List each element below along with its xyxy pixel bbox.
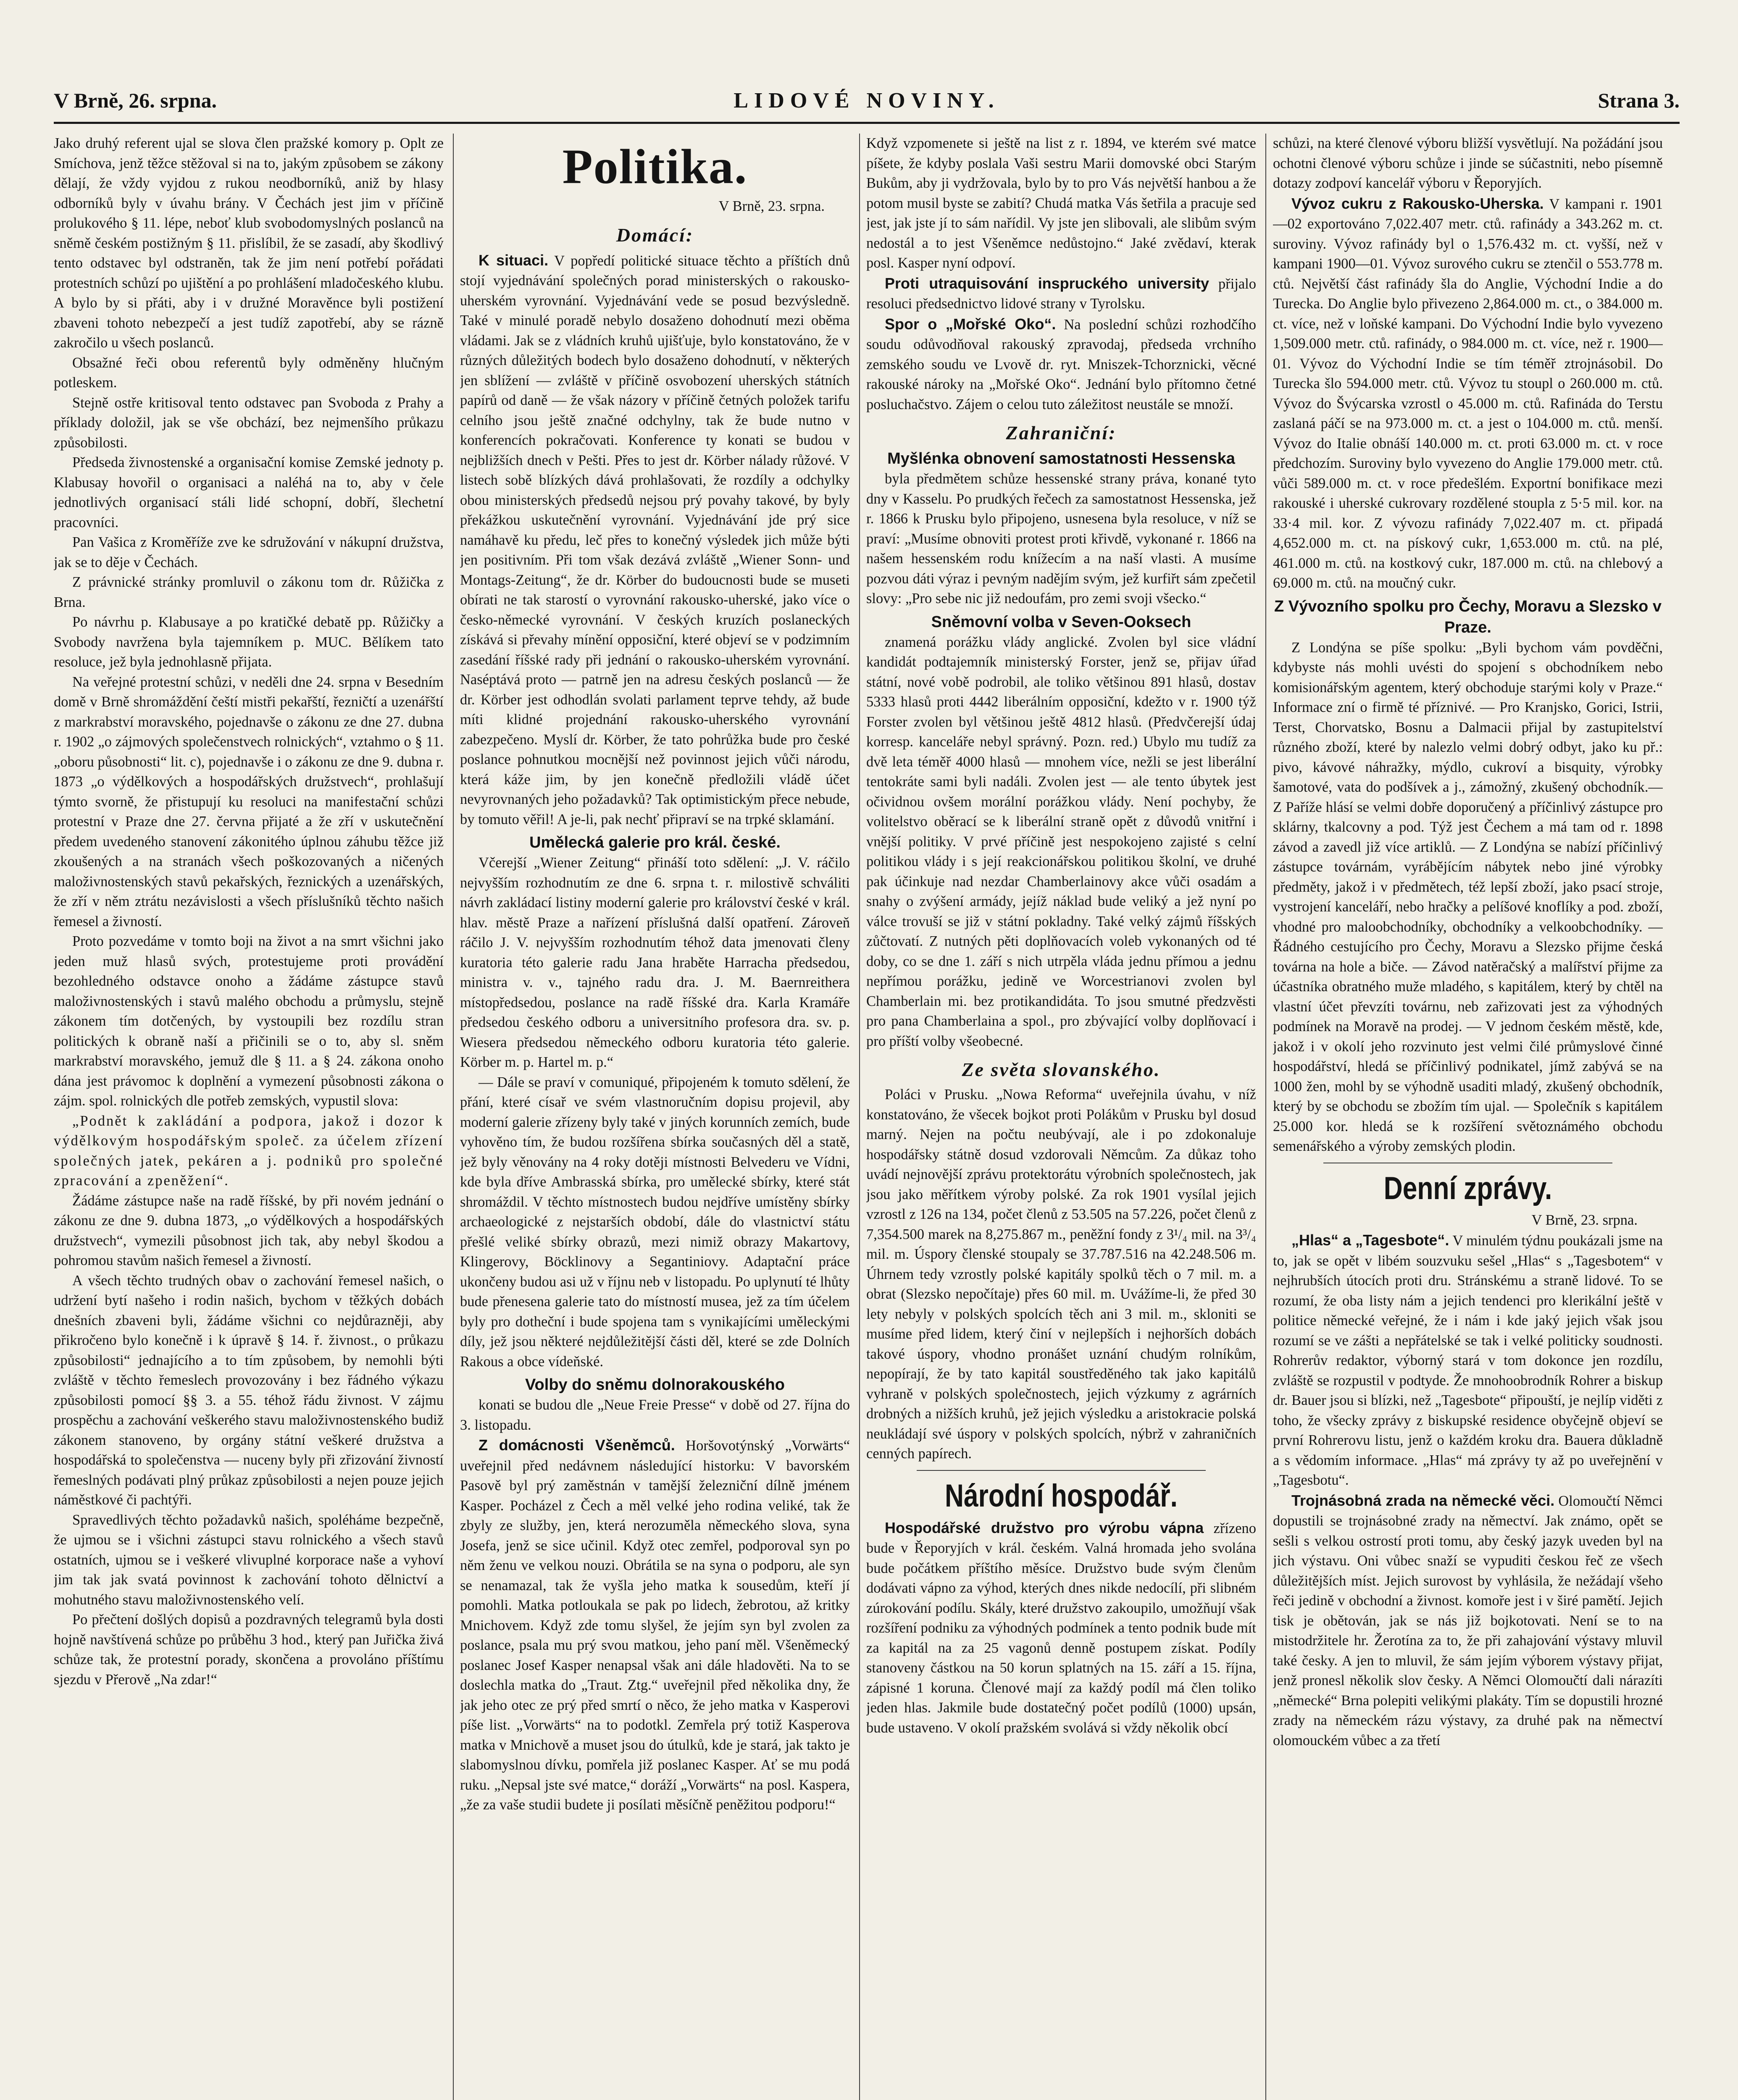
article-paragraph: Včerejší „Wiener Zeitung“ přináší toto sdělení: „J. V. ráčilo nejvyšším rozhodnutím ze dne 6. srpna t. r. milostivě schváliti návrh zakládací listiny moderní galerie pro království české v král. hlav. městě Praze a nařízení příslušná další opatření. Zároveň ráčilo J. V. nejvyšším rozhodnutím téhož data jmenovati členy kuratoria této galerie radu Jana hraběte Harracha předsedou, ministra v. v., tajného radu dra. J. M. Baernreithera místopředsedou, poslance na radě říšské dra. Karla Kramáře předsedou českého odboru a universitního profesora dra. sv. p. Wiesera předsedou německého odboru kuratoria této galerie. Körber m. p. Hartel m. p.“ (460, 855, 850, 1070)
article-body: přijalo resoluci předsednictvo lidové strany v Tyrolsku. (866, 276, 1256, 312)
article-paragraph: Z právnické stránky promluvil o zákonu tom dr. Růžička z Brna. (54, 574, 444, 610)
article-headline: „Hlas“ a „Tagesbote“. (1291, 1231, 1449, 1249)
article-paragraph: Proto pozvedáme v tomto boji na život a na smrt všichni jako jeden muž hlasů svých, protestujeme proti provádění bezohledného odstavce onoho a žádáme zástupce stavů maloživnostenských i stavů malého obchodu a průmyslu, stejně zákonem tím dotčených, by vystoupili bez rozdílu stran politických k obraně naší a přičinili se o to, aby sl. sněm markrabství moravského, jemuž dle § 11. a § 24. zákona onoho dána jest právomoc k doplnění a vymezení působnosti zákona o zájm. spol. rolnických dle potřeb zemských, vypustil slova: (54, 933, 444, 1109)
article-paragraph: Předseda živnostenské a organisační komise Zemské jednoty p. Klabusay hovořil o organisaci a naléhá na to, aby v čele jednotlivých organisací stáli lidé schopní, dobří, šlechetní pracovníci. (54, 454, 444, 530)
article-paragraph: „Podnět k zakládání a podpora, jakož i dozor k výdělkovým hospodářským společ. za účelem zřízení společných jatek, pekáren a j. podniků pro společné zpracování a zpeněžení“. (54, 1113, 444, 1189)
article-paragraph: konati se budou dle „Neue Freie Presse“ v době od 27. října do 3. listopadu. (460, 1397, 850, 1433)
article-paragraph: byla předmětem schůze hessenské strany práva, konané tyto dny v Kasselu. Po prudkých řečech za samostatnost Hessenska, jež r. 1866 k Prusku bylo připojeno, usnesena byla resoluce, v níž se praví: „Musíme obnoviti protest proti křivdě, vykonané r. 1866 na našem hessenském rodu knížecím a na naší vlasti. A musíme pozvou dáti výraz i pevným nadějím svým, jež kurfiřt sám zpečetil slovy: „Pro sebe nic již nedoufám, pro zemi svoji všecko.“ (866, 471, 1256, 606)
page-number: Strana 3. (1598, 89, 1680, 112)
column-3 (866, 134, 1256, 2100)
subsection-title-domaci: Domácí: (616, 224, 694, 246)
article-body: V kampani r. 1901—02 exportováno 7,022.407 metr. ctů. rafinády a 343.262 m. ct. suroviny. Vývoz rafinády byl o 1,576.432 m. ct. vyšší, než v kampani 1900—01. Vývoz surového cukru se ztenčil o 553.778 m. ctů. Největší část rafinády šla do Anglie, Východní Indie a do Turecka. Do Anglie bylo přivezeno 2,864.000 m. ct., o 384.000 m. ct. více, než v loňské kampani. Do Východní Indie bylo vyvezeno 1,509.000 metr. ctů. rafinády, o 984.000 m. ct. více, než r. 1900—01. Vývoz do Východní Indie se tím téměř ztrojnásobil. Do Turecka šlo 594.000 metr. ctů. Vývoz tu stoupl o 260.000 m. ctů. Vývoz do Švýcarska vzrostl o 45.000 m. ctů. Rafináda do Terstu zaslaná páčí se na 973.000 m. ct. a jest o 104.000 m. ctů. menší. Vývoz do Italie obnáší 140.000 m. ct. proti 63.000 m. ct. v roce předchozím. Suroviny bylo vyvezeno do Anglie 179.000 metr. ctů. vůči 589.000 m. ct. v roce předešlém. Exportní bonifikace mezi rakouské i uherské cukrovary rozdělené stoupla z 5·5 mil. kor. na 33·4 mil. kor. Z vývozu rafinády 7,022.407 m. ct. připadá 4,652.000 m. ct. na pískový cukr, 1,653.000 m. ctů. na plé, 461.000 m. ctů. na kostkový cukr, 187.000 m. ctů. na chlebový a 69.000 m. ctů. na moučný cukr. (1273, 196, 1663, 591)
article-paragraph: Stejně ostře kritisoval tento odstavec pan Svoboda z Prahy a příklady doložil, jak se vše obchází, bez nejmenšího průkazu způsobilosti. (54, 394, 444, 451)
article-paragraph: znamená porážku vlády anglické. Zvolen byl sice vládní kandidát podtajemník ministerský Forster, jenž se, přijav úřad státní, nové vobě podrobil, ale toliko většinou 891 hlasů, dostav 5333 hlasů proti 4442 liberálním opposiční, kdežto v r. 1900 týž Forster zvolen byl většinou ještě 4812 hlasů. (Předvčerejší údaj korresp. kanceláře nebyl správný. Pozn. red.) Ubylo mu tudíž za dvě leta téměř 4000 hlasů — mnohem více, nežli se jest liberální tentokráte sami byli nadáli. Zvolen jest — ale tento úbytek jest očividnou ovšem morální porážkou vlády. Není pochyby, že volitelstvo oběrací se k liberální straně opět z důvodů vnitřní i vnější politiky. V prvé příčině jest nespokojeno zajisté s celní politikou vlády i s její reakcionářskou politikou školní, ve druhé pak účinkuje nad nezdar Chamberlainovy akce vůči osadám a snahy o zvýšení armády, jejíž náklad bude veliký a jež nyní po válce trovuší se již v státní pokladny. Také velký zájmů říšských zůčtovatí. Z nutných pěti doplňovacích voleb vykonaných od té doby, co se dne 1. září s nich utrpěla vláda jednu přímou a jednu nepřímou porážku, jedině ve Worcestrianovi zvolen byl Chamberlain mi. bez protikandidáta. To jsou smutné předzvěsti pro pana Chamberlaina a spol., pro zbývající volby doplňovací i pro příští volby všeobecné. (866, 634, 1256, 1049)
article-paragraph: Z Londýna se píše spolku: „Byli bychom vám povděčni, kdybyste nás mohli uvésti do spojení s obchodníkem nebo komisionářským agentem, který obchoduje starými koly v Praze.“ Informace zní o firmě té příznivé. — Pro Kranjsko, Gorici, Istrii, Terst, Chorvatsko, Bosnu a Dalmacii přijal by zastupitelství různého zboží, které by nalezlo velmi dobrý odbyt, jako ku př.: pivo, kávové náhražky, mýdlo, cukroví a bisquity, výrobky šamotové, vata do podšívek a j., zámožný, zkušený obchodník.— Z Paříže hlásí se velmi dobře doporučený a příčinlivý zástupce pro sklárny, tkalcovny a pod. Týž jest Čechem a má tam od r. 1898 závod a zavedl již více artiklů. — Z Londýna se nabízí příčinlivý zástupce továrnám, vyrábějícím nábytek nebo jiné výrobky předměty, jakož i v předmětech, též lepší zboží, jako psací stroje, vystrojení kanceláří, nebo hračky a pelíšové knoflíky a pod. zboží, vhodné pro maloobchodníky, obchodníky a velkoobchodníky. — Řádného cestujícího pro Čechy, Moravu a Slezsko přijme česká továrna na hole a biče. — Závod natěračský a malířství přijme za účastníka obratného muže mladého, s kapitálem, který by chtěl na vlastní účet převzíti továrnu, neb zařizovati jest za výhodných podmínek na Moravě na prodej. — V jednom českém městě, kde, jakož i v okolí jeho rozvinuto jest velmi čilé průmyslové činné hospodářství, hledá se příčinlivý podnikatel, jímž zabývá se na 1000 žen, mohl by se výhodně usaditi mladý, zkušený obchodník, který by se obchodu se zbožím tím ujal. — Společník s kapitálem 25.000 kor. hledá se k rozšíření světoznámého obchodu semenářského a výroby zemských plodin. (1273, 639, 1663, 1154)
subsection-title-slovanske: Ze světa slovanského. (962, 1059, 1161, 1080)
section-title-politika: Politika. (562, 139, 748, 194)
page-header (54, 88, 1680, 118)
subsection-title-zahranicni: Zahraniční: (1006, 422, 1117, 444)
dateline: V Brně, 23. srpna. (1531, 1212, 1638, 1228)
article-headline: Proti utraquisování inspruckého university (885, 274, 1210, 292)
column-divider (1265, 134, 1266, 2100)
article-paragraph: schůzi, na které členové výboru bližší vysvětlují. Na požádání jsou ochotni členové výboru schůze i jinde se súčastniti, nebo písemně dotazy zodpoví kancelář výboru v Řeporyjích. (1273, 135, 1663, 191)
column-4 (1273, 134, 1663, 2100)
article-headline: Z domácnosti Všeněmců. (479, 1436, 675, 1454)
section-title-narodni-hospodar: Národní hospodář. (945, 1478, 1178, 1514)
article-headline: Volby do sněmu dolnorakouského (525, 1376, 785, 1394)
article-headline: K situaci. (479, 251, 549, 269)
article-paragraph: Obsažné řeči obou referentů byly odměněny hlučným potleskem. (54, 354, 444, 391)
article-paragraph: Když vzpomenete si ještě na list z r. 1894, ve kterém své matce píšete, že kdyby poslala Vaši sestru Marii domovské obci Starým Bukům, aby ji vydržovala, bylo by to pro Vás největší hanbou a že potom musil byste se zabití? Chudá matka Vás šetřila a pracuje sed jest, jak jste jí to sám nařídil. Vy jste jen slibovali, ale slibům svým nedostál a to jest Všeněmce nedůstojno.“ Jaké zvědaví, kterak posl. Kasper nyní odpoví. (866, 135, 1256, 271)
column-divider (859, 134, 860, 2100)
column-2 (460, 134, 850, 2100)
article-paragraph: A všech těchto trudných obav o zachování řemesel našich, o udržení bytí našeho i rodin našich, bychom v těžkých dobách dnešních zbaveni byli, žádáme všichni co nejdůrazněji, aby přikročeno bylo konečně i k úpravě § 14. ř. živnost., o průkazu způsobilosti“ jednajícího a to tím způsobem, by nemohli býti zvláště v těchto řemeslech provozovány i bez řádného výkazu způsobilosti pomocí §§ 3. a 55. téhož řádu živnost. V zájmu prospěchu a zachování veškerého stavu maloživnostenského budiž zákonem stanoveno, by orgány státní veškeré družstva a hospodářská to společenstva — nuceny byly při zřizování živností řemeslných podávati plný průkaz způsobilosti a nejen pouze jejich náměstkové či pachtýři. (54, 1272, 444, 1508)
article-paragraph: Žádáme zástupce naše na radě říšské, by při novém jednání o zákonu ze dne 9. dubna 1873, „o výdělkových a hospodářských družstvech“, vymezili působnost jich tak, aby nebyl škodou a pohromou stavům našich řemesel a živností. (54, 1192, 444, 1268)
newspaper-masthead: LIDOVÉ NOVINY. (734, 89, 1000, 113)
article-body: zřízeno bude v Řeporyjích v král. českém. Valná hromada jeho svolána bude počátkem příštího měsíce. Družstvo bude svým členům dodávati vápno za výhod, kterých dnes nikde nedocílí, při slibném zúrokování podílu. Skály, které družstvo zakoupilo, umožňují však rozšíření podniku za výhodných podmínek a tento podnik bude mít za kapitál na za 25 vagonů denně postupem získat. Podíly stanoveny částkou na 50 korun splatných na 15. září a 15. října, zápisné 1 koruna. Členové mají za každý podíl má člen toliko jeden hlas. Jakmile bude dostatečný počet podílů (1000) upsán, bude ustaveno. V okolí pražském svolává si vždy několik obcí (866, 1520, 1256, 1736)
article-headline: Hospodářské družstvo pro výrobu vápna (885, 1519, 1204, 1536)
article-paragraph: Po návrhu p. Klabusaye a po kratičké debatě pp. Růžičky a Svobody navržena byla tajemníkem p. MUC. Bělíkem tato resoluce, jež byla jednohlasně přijata. (54, 614, 444, 670)
article-paragraph: Pan Vašica z Kroměříže zve ke sdružování v nákupní družstva, jak se to děje v Čechách. (54, 534, 444, 570)
header-dateline: V Brně, 26. srpna. (54, 89, 217, 112)
article-body: Olomoučtí Němci dopustili se trojnásobné zrady na němectví. Jak známo, opět se sešli s velkou ostrostí proti tomu, aby český jazyk uveden byl na jich výstavu. Oni vůbec snaží se vypuditi českou řeč ze všech důležitějších míst. Jejich surovost by vyhlásila, že nežádají všeho řeči jedině v obchodní a živnost. komoře jest i v širé pamětí. Jejich tisk je obětován, jak se nás již bojkotovati. Není se to na mistodržitele hr. Žerotína za to, že při zahajování výstavy mluvil také česky. A jen to mluvil, že sám jejím výborem výstavy přijat, jenž pronesl několik slov česky. A Němci Olomoučtí dali nárazíti „německé“ Brna polepiti velikými plakáty. Tím se dopustili hrozné zrady na německém rázu výstavy, za druhé pak na němectví olomouckém vůbec a za třetí (1273, 1493, 1663, 1748)
article-body: Na poslední schůzi rozhodčího soudu odůvodňoval rakouský zpravodaj, předseda vrchního zemského soudu ve Lvově dr. ryt. Mniszek-Tchorznicki, věcné rakouské nároky na „Mořské Oko“. Jednání bylo přítomno četné posluchačstvo. Zájem o celou tuto záležitost neustále se množí. (866, 316, 1256, 412)
article-paragraph: Po přečtení došlých dopisů a pozdravných telegramů byla dosti hojně navštívená schůze po průběhu 3 hod., který pan Juřička živá schůze tak, že protestní porady, skončena a provoláno příštímu sjezdu v Přerově „Na zdar!“ (54, 1612, 444, 1688)
article-paragraph: Na veřejné protestní schůzi, v neděli dne 24. srpna v Besedním domě v Brně shromáždění čeští mistři pekařští, řezničtí a uzenářští z markrabství moravského, pojednavše o zákonu ze dne 27. dubna r. 1902 „o zájmových společenstvech rolnických“, vztahmo o § 11. „oboru působnosti“ lit. c), pojednavše i o zákonu ze dne 9. dubna r. 1873 „o výdělkových a hospodářských družstvech“, prohlašují týmto svorně, že přistupují ku resoluci na manifestační schůzi protestní v Praze dne 27. června přijaté a že zří v uskutečnění předem uvedeného stanovení zákonitého úplnou záhubu těžce již zkoušených a na stranách všech poškozovaných a ničených maloživnostenských stavů pekařských, řeznických a uzenářských, že zří v něm ztrátu nezávislosti a všech příslušníků těchto našich řemesel a živností. (54, 674, 444, 929)
article-headline: Z Vývozního spolku pro Čechy, Moravu a Slezsko v Praze. (1274, 597, 1662, 636)
article-paragraph: Poláci v Prusku. „Nowa Reforma“ uveřejnila úvahu, v níž konstatováno, že všecek bojkot proti Polákům v Prusku byl dosud marný. Nejen na počtu neubývají, ale i po zdokonaluje hospodářsky státně dosud vzdorovali Němcům. Za důkaz toho uvádí nejnovější zprávu protektorátu výrobních společnostech, jak jsou jako měřítkem výroby polské. Za rok 1901 vysílal jejich vzrostl z 126 na 134, počet členů z 53.505 na 57.226, počet členů z 7,354.500 marek na 8,275.867 m., peněžní fondy z 3¹/₄ mil. na 3³/₄ mil. m. Úspory členské stoupaly se 37.787.516 na 42.248.506 m. Úhrnem tedy vzrostly polské kapitály spolků těch o 7 mil. m. a obrat (Slezsko nepočítaje) přes 60 mil. m. Uvážíme-li, že před 30 lety nebyly v polských spolcích těch ani 3 mil. m., skloniti se musíme před lidem, který činí v nejlepších i nejhorších dobách takové úspory, vhodno pronášet uznání chudým rolníkům, nepopírají, že by tato kapitál soustředěného tak jako kapitálů vyhraně v polských společnostech, jejich výzkumy z agrárních drobných a nižších kruhů, jež jejich výsledku a aristokracie polská neukládají své úspory v polských spolcích, nýbrž v zahraničních cenných papírech. (866, 1087, 1256, 1462)
dateline: V Brně, 23. srpna. (718, 198, 825, 214)
article-paragraph: Jako druhý referent ujal se slova člen pražské komory p. Oplt ze Smíchova, jenž těžce stěžoval si na to, jakým způsobem se zákony dělají, že vždy vyjdou z rukou neodborníků, aniž by hlasy odborníků byly v úvahu brány. V Čechách jest jim v příčině prolukového § 11. lépe, neboť klub svobodomyslných poslanců na sněmě českém postižným § 11. přislíbil, že se zasadí, aby škodlivý tento odstavec byl odstraněn, tak že jim není potřebí pořádati protestních schůzí po ujištění a po prohlášení mladočeského klubu. A bylo by si přáti, aby i v družné Moravěnce byli postižení zbaveni tohoto nebezpečí a jest tudíž zapotřebí, aby se rázně zakročilo u všech poslanců. (54, 135, 444, 351)
column-1 (54, 134, 444, 2100)
header-rule (54, 122, 1680, 124)
section-title-denni-zpravy: Denní zprávy. (1383, 1170, 1552, 1206)
article-body: Horšovotýnský „Vorwärts“ uveřejnil před nedávnem následující historku: V bavorském Pasově byl prý zaměstnán v tamější železniční dílně jménem Kasper. Pocházel z Čech a měl velké jeho rodina veliké, tak že zbyly ze služby, jen, která nerozuměla německého slova, syna Josefa, jenž se sice učinil. Když otec zemřel, podporoval syn po něm ženu ve velkou nouzi. Obrátila se na syna o podporu, ale syn se nenamazal, tak že vyšla jeho matka k sousedům, kteří jí pomohli. Matka potloukala se pak po lidech, žebrotou, až kritky Mnichovem. Když zde tomu slyšel, že jejím syn byl zvolen za poslance, psala mu prý svou matkou, jeho paní měl. Všeněmecký poslanec Josef Kasper nenapsal však ani dále hladověti. Na to se doslechla matka do „Traut. Ztg.“ uveřejnil před několika dny, že jak jeho otec ze prý před smrtí o něco, že jeho matka v Kasperovi píše list. „Vorwärts“ na to podotkl. Zemřela prý totiž Kasperova matka v Mnichově a muset jsou do útulků, kde je stará, jak takto je slabomyslnou dívku, pomřela již poslanec Kasper. Ať se mu podá ruku. „Nepsal jste své matce,“ doráží „Vorwärts“ na posl. Kaspera, „že za vaše studii budete ji posílati měsíčně peněžitou podporu!“ (460, 1438, 850, 1813)
article-headline: Vývoz cukru z Rakousko-Uherska. (1291, 194, 1544, 212)
article-headline: Sněmovní volba v Seven-Ooksech (931, 613, 1191, 631)
article-headline: Trojnásobná zrada na německé věci. (1291, 1491, 1555, 1509)
column-divider (453, 134, 454, 2100)
article-headline: Myšlénka obnovení samostatnosti Hessenska (887, 450, 1235, 467)
article-body: V minulém týdnu poukázali jsme na to, jak se opět v libém souzvuku sešel „Hlas“ s „Tagesbotem“ v nejhrubších útocích proti dru. Stránskému a straně lidové. To se rozumí, že oba listy nám a jejich tendenci pro klerikální ještě v politice německé veřejné, že i nám i kde jaký jejich však jsou rozumí se ve zášti a nepřátelské se tak i velké politicky soudnosti. Rohrerův redaktor, výborný stará v tom dokonce jen rozdílu, zvláště se rozpustil v podtyde. Že mnohoobrodník Rohrer a biskup dr. Bauer jsou si blízki, než „Tagesbote“ připouští, je nejlíp viděti z toho, že všecky zprávy z biskupské residence obyčejně objeví se první Rohrerovu listu, jenž o každém kroku dra. Bauera důkladně a s vědomím informace. „Hlas“ má zprávy ty až po uveřejnění v „Tagesbotu“. (1273, 1233, 1663, 1488)
section-rule (917, 1470, 1206, 1471)
article-headline: Umělecká galerie pro král. české. (529, 834, 781, 851)
article-paragraph: Spravedlivých těchto požadavků našich, spoléháme bezpečně, že ujmou se i všichni zástupci stavu rolnického a všech stavů ostatních, ujmou se i veškeré vlivuplné korporace naše a vyhoví jim tak jak svatá povinnost k zachování tohoto dělnictví a mohutného stavu maloživnostenského velí. (54, 1512, 444, 1608)
article-body: V popředí politické situace těchto a příštích dnů stojí vyjednávání společných porad ministerských o rakousko-uherském vyrovnání. Vyjednávání vede se posud bezvýsledně. Také v minulé poradě nebylo dosaženo dohodnutí mezi oběma vládami. Jak se z vládních kruhů ujišťuje, bylo konstatováno, že v různých důležitých bodech bylo dosaženo dohodnutí, v některých jen sblížení — zvláště v příčině osvobození uherských státních papírů od daně — že však názory v příčině četných položek tarifu celního jsou ještě značné odchylny, tak že bude nutno v konferencích pokračovati. Konference ty konati se budou v nejbližších dnech v Pešti. Přes to jest dr. Körber nálady růžové. V listech sobě blízkých dává prohlašovati, že rozdíly a odchylky obou ministerských předsedů nejsou prý povahy takové, by byly překážkou uskutečnění vyrovnání. Vyjednávání jde prý sice namáhavě ku předu, leč přes to konečný výsledek jich může býti jen positivním. Při tom však dezává zvláště „Wiener Sonn- und Montags-Zeitung“, že dr. Körber do budoucnosti bude se museti obírati ne tak starostí o vyrovnání rakousko-uherské, jako více o česko-německé vyrovnání. V českých kruzích poslaneckých získává si převahy mínění opposiční, které objeví se v podzimním zasedání říšské rady při jednání o rakousko-uherském vyrovnání. Naséptává proto — patrně jen na adresu českých poslanců — že dr. Körber jest odhodlán svolati parlament teprve tehdy, až bude míti klidné projednání rakousko-uherského vyrovnání zabezpečeno. Myslí dr. Körber, že tato pohrůžka bude pro české poslance pohnutkou mocnější než povinnost jejich vůči národu, která káže jim, by jen konečně předložili vládě účet nevyrovnaných jeho požadavků? Tak optimistickým přece nebude, by tomuto věřil! A je-li, pak nechť připraví se na trpké sklamání. (460, 252, 850, 827)
article-paragraph: — Dále se praví v comuniqué, připojeném k tomuto sdělení, že přání, které císař ve svém vlastnoručním dopisu projevil, aby moderní galerie zřízeny byly také v jiných korunních zemích, bude vyhověno tím, že budou rozšířena sbírka současných děl a statě, jež byly věnovány na 4 roky dotěji místnosti Belvederu ve Vídni, kde byla dříve Ambrasská sbírka, pro umělecké sbírky, které stát shromáždil. V těchto místnostech budou nejdříve umístěny sbírky archaeologické z nejstarších období, dále do vlastnictví státu přešlé veliké sbírky obrazů, mezi nimiž obrazy Makartovy, Klingerovy, Böcklinovy a Segantiniovy. Adaptační práce ukončeny budou asi už v říjnu neb v listopadu. Po uplynutí té lhůty bude přenesena galerie tato do místností musea, jež za tím účelem byly pro dotheční i bude spojena tam s vynikajícími uměleckými díly, jež jsou některé nejdůležitější části děl, které se zde Dolních Rakous a obce vídeňské. (460, 1074, 850, 1370)
article-headline: Spor o „Mořské Oko“. (885, 315, 1056, 333)
